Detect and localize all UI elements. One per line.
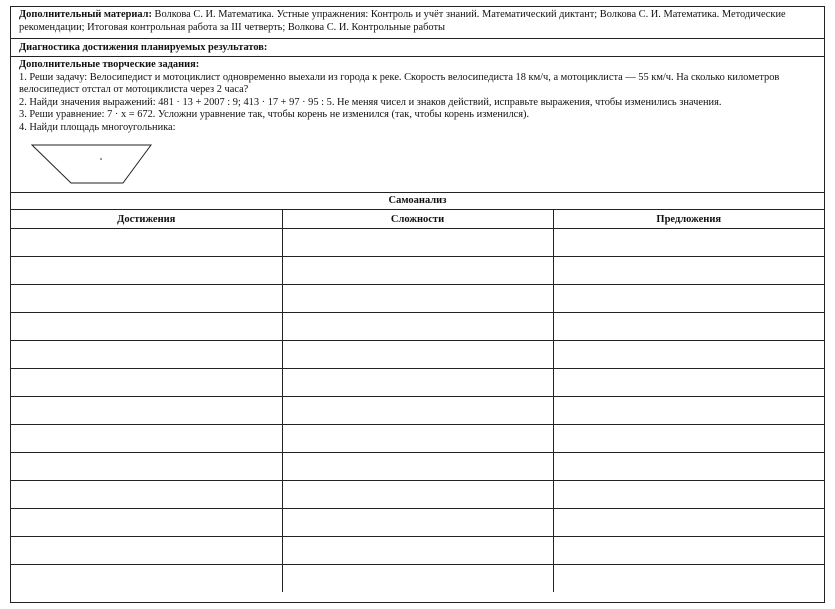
diagnostics-label: Диагностика достижения планируемых результатов: [19,42,268,53]
table-row [11,341,824,369]
polygon-figure [31,143,155,185]
table-cell[interactable] [282,509,553,537]
self-analysis-header-row [11,210,824,229]
creative-tasks-label: Дополнительные творческие задания: [19,59,200,70]
self-analysis-table [11,210,824,592]
table-cell[interactable] [553,285,824,313]
table-cell[interactable] [282,481,553,509]
table-cell[interactable] [11,313,282,341]
table-cell[interactable] [282,565,553,593]
additional-materials-text: Волкова С. И. Математика. Устные упражнения: Контроль и учёт знаний. Математический диктант; Волкова С. И. Математика. Методические рекомендации; Итоговая контрольная работа за III четверть; Волкова С. И. Контрольные работы [19,9,786,33]
table-row [11,313,824,341]
table-cell[interactable] [11,229,282,257]
table-cell[interactable] [553,313,824,341]
table-cell[interactable] [11,565,282,593]
table-cell[interactable] [11,481,282,509]
table-cell[interactable] [11,509,282,537]
table-row [11,229,824,257]
table-cell[interactable] [282,257,553,285]
table-cell[interactable] [11,285,282,313]
table-row [11,425,824,453]
table-cell[interactable] [282,341,553,369]
table-row [11,537,824,565]
table-cell[interactable] [553,341,824,369]
table-cell[interactable] [553,509,824,537]
table-cell[interactable] [553,257,824,285]
table-cell[interactable] [282,537,553,565]
table-cell[interactable] [553,565,824,593]
table-row [11,481,824,509]
table-row [11,369,824,397]
table-cell[interactable] [282,313,553,341]
additional-materials-label: Дополнительный материал: [19,9,152,20]
table-cell[interactable] [282,397,553,425]
additional-materials-section [11,7,824,39]
column-header-achievements: Достижения [11,210,282,229]
table-row [11,397,824,425]
self-analysis-body [11,229,824,593]
table-cell[interactable] [282,369,553,397]
task-1: 1. Реши задачу: Велосипедист и мотоциклист одновременно выехали из города к реке. Скорость велосипедиста 18 км/ч, а мотоциклиста — 55 км/ч. На сколько километров велосипедист отстал от мотоциклиста через 2 часа? [19,71,780,95]
table-cell[interactable] [553,397,824,425]
table-row [11,453,824,481]
table-cell[interactable] [282,453,553,481]
table-cell[interactable] [11,537,282,565]
table-cell[interactable] [11,397,282,425]
table-cell[interactable] [553,453,824,481]
table-cell[interactable] [553,369,824,397]
table-cell[interactable] [282,425,553,453]
column-header-difficulties: Сложности [282,210,553,229]
table-cell[interactable] [282,285,553,313]
task-2: 2. Найди значения выражений: 481 · 13 + 2007 : 9; 413 · 17 + 97 · 95 : 5. Не меняя чисел и знаков действий, исправьте выражения, чтобы изменились значения. [19,96,722,108]
lesson-plan-page [10,6,825,603]
table-cell[interactable] [11,257,282,285]
table-cell[interactable] [553,425,824,453]
task-4: 4. Найди площадь многоугольника: [19,121,176,133]
table-row [11,257,824,285]
table-cell[interactable] [11,369,282,397]
table-cell[interactable] [553,481,824,509]
table-row [11,285,824,313]
table-row [11,509,824,537]
table-row [11,565,824,593]
column-header-suggestions: Предложения [553,210,824,229]
task-3: 3. Реши уравнение: 7 · x = 672. Усложни уравнение так, чтобы корень не изменился (так, чтобы корень изменился). [19,109,530,120]
creative-tasks-section [11,57,824,193]
table-cell[interactable] [11,425,282,453]
table-cell[interactable] [553,537,824,565]
table-cell[interactable] [11,341,282,369]
diagnostics-section [11,39,824,57]
table-cell[interactable] [282,229,553,257]
table-cell[interactable] [11,453,282,481]
self-analysis-title: Самоанализ [11,193,824,210]
table-cell[interactable] [553,229,824,257]
